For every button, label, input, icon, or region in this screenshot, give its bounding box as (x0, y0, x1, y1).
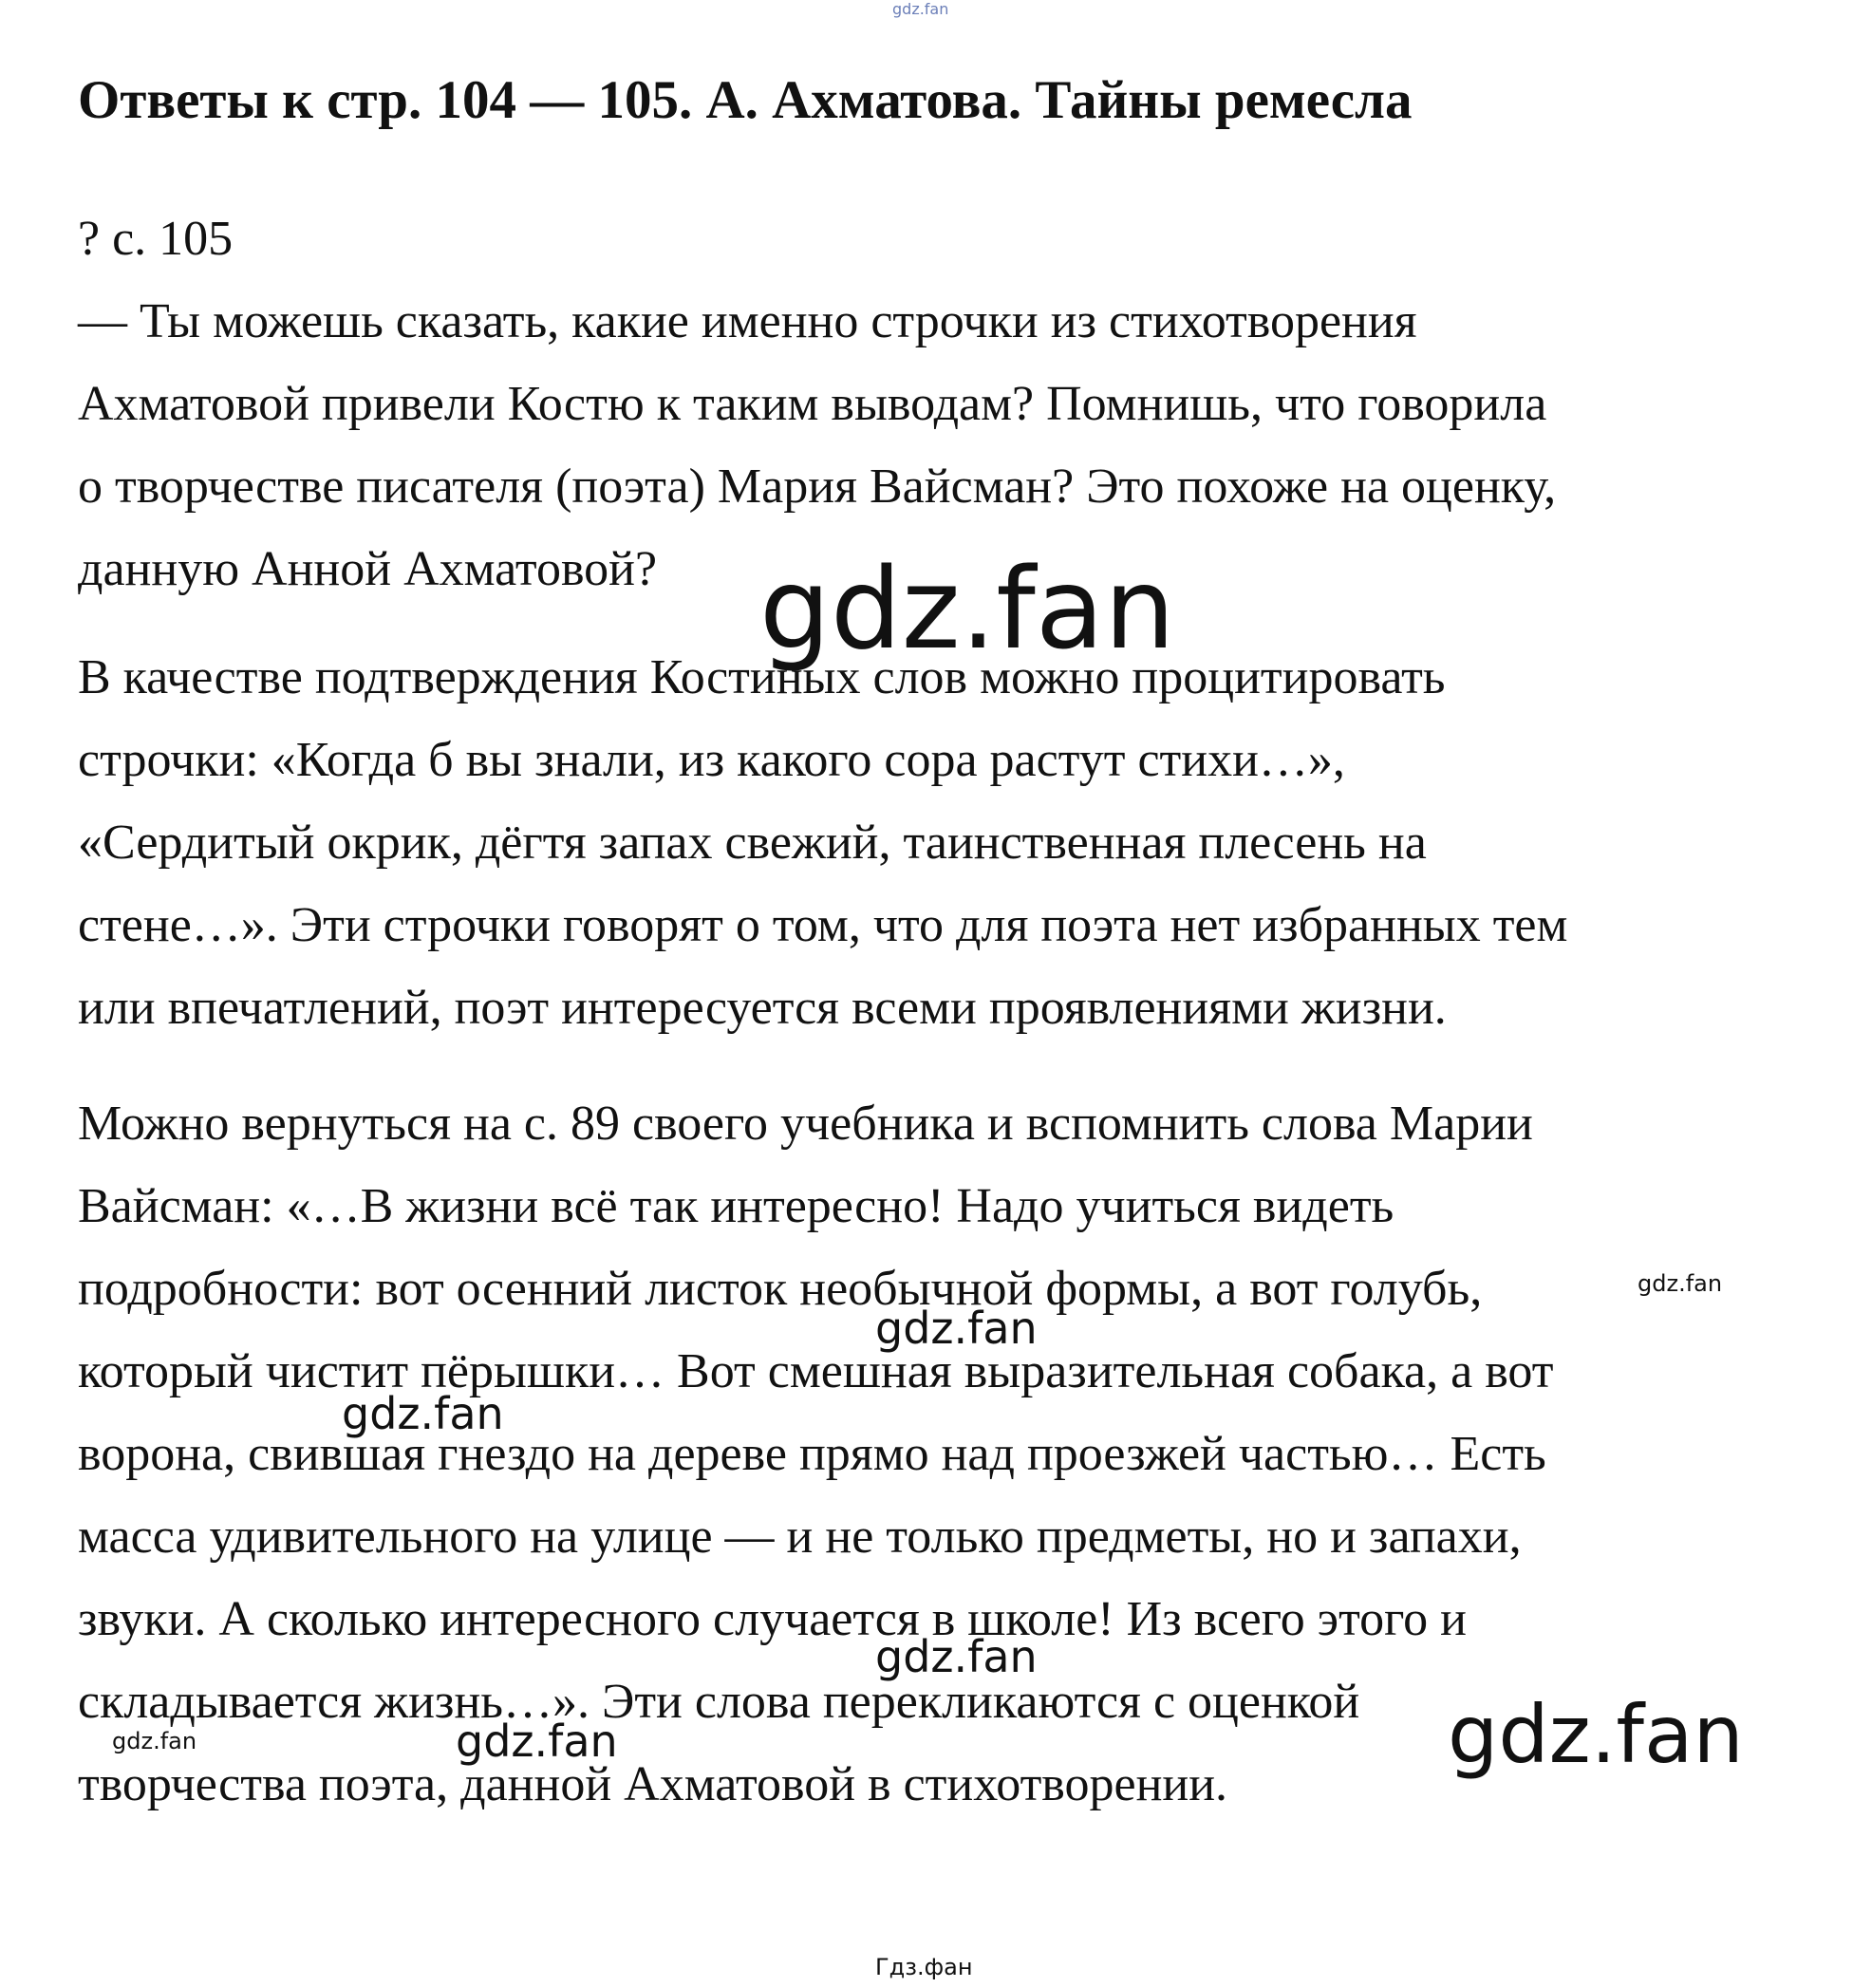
answer-line: ворона, свившая гнездо на дереве прямо над проезжей частью… Есть (78, 1427, 1546, 1481)
watermark-small: gdz.fan (112, 1728, 197, 1754)
answer-line: звуки. А сколько интересного случается в школе! Из всего этого и (78, 1592, 1468, 1646)
question-ref: ? с. 105 (78, 212, 234, 266)
watermark-top: gdz.fan (892, 0, 949, 18)
watermark-medium: gdz.fan (875, 1631, 1038, 1682)
answer-line: Вайсман: «…В жизни всё так интересно! Надо учиться видеть (78, 1179, 1394, 1233)
watermark-medium: gdz.fan (875, 1303, 1038, 1354)
question-line: данную Анной Ахматовой? (78, 542, 658, 596)
answer-line: или впечатлений, поэт интересуется всеми проявлениями жизни. (78, 981, 1447, 1035)
question-line: — Ты можешь сказать, какие именно строчки из стихотворения (78, 294, 1417, 348)
page-title: Ответы к стр. 104 — 105. А. Ахматова. Тайны ремесла (78, 70, 1413, 130)
answer-line: масса удивительного на улице — и не только предметы, но и запахи, (78, 1510, 1522, 1564)
answer-paragraph-1 (78, 636, 1787, 1049)
question-line: Ахматовой привели Костю к таким выводам? Помнишь, что говорила (78, 377, 1547, 431)
answer-line: который чистит пёрышки… Вот смешная выразительная собака, а вот (78, 1344, 1554, 1398)
watermark-large: gdz.fan (759, 543, 1175, 674)
watermark-large: gdz.fan (1448, 1688, 1744, 1781)
watermark-small: gdz.fan (1638, 1270, 1723, 1297)
answer-line: «Сердитый окрик, дёгтя запах свежий, таинственная плесень на (78, 816, 1427, 870)
page-footer: Гдз.фан (875, 1954, 973, 1980)
answer-line: складывается жизнь…». Эти слова перекликаются с оценкой (78, 1675, 1360, 1729)
watermark-medium: gdz.fan (342, 1388, 504, 1439)
answer-line: творчества поэта, данной Ахматовой в стихотворении. (78, 1757, 1228, 1811)
answer-line: Можно вернуться на с. 89 своего учебника и вспомнить слова Марии (78, 1097, 1533, 1151)
answer-line: подробности: вот осенний листок необычной формы, а вот голубь, (78, 1262, 1483, 1316)
answer-line: стене…». Эти строчки говорят о том, что для поэта нет избранных тем (78, 898, 1568, 952)
answer-line: В качестве подтверждения Костиных слов можно процитировать (78, 650, 1446, 704)
answer-line: строчки: «Когда б вы знали, из какого сора растут стихи…», (78, 733, 1345, 787)
question-line: о творчестве писателя (поэта) Мария Вайсман? Это похоже на оценку, (78, 459, 1557, 514)
watermark-medium: gdz.fan (456, 1716, 618, 1767)
